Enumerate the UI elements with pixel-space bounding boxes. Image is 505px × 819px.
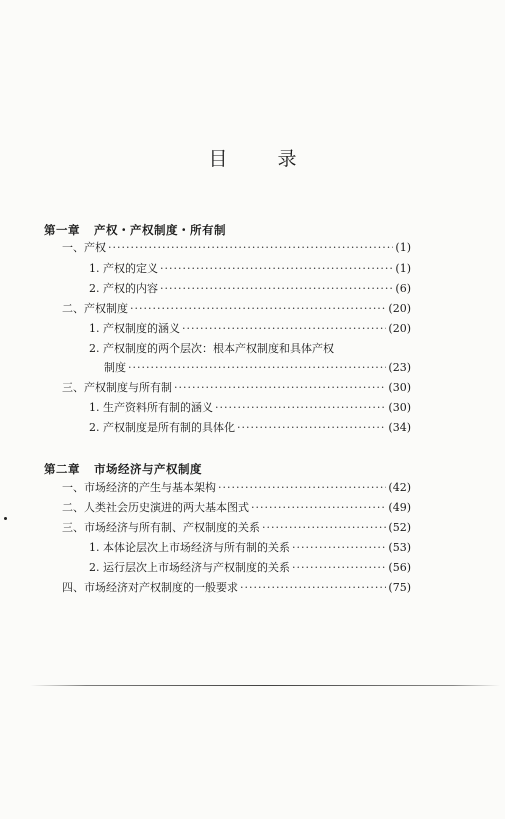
entry-label: 2. 产权制度是所有制的具体化 <box>89 421 235 434</box>
entry-label: 二、人类社会历史演进的两大基本图式 <box>62 501 249 514</box>
page-number: (30) <box>388 401 411 414</box>
page-number: (30) <box>388 381 411 394</box>
leader-dots <box>215 399 386 417</box>
page-number: (23) <box>388 361 411 374</box>
entry-label: 2. 产权的内容 <box>89 282 158 295</box>
page-number: (34) <box>388 421 411 434</box>
toc-entry[interactable] <box>89 320 411 338</box>
page-number: (1) <box>395 241 411 254</box>
toc-entry[interactable] <box>89 419 411 437</box>
leader-dots <box>160 260 393 278</box>
toc-entry[interactable] <box>62 379 411 397</box>
page-number: (53) <box>388 541 411 554</box>
entry-label: 三、产权制度与所有制 <box>62 381 172 394</box>
entry-label: 二、产权制度 <box>62 302 128 315</box>
leader-dots <box>262 519 386 537</box>
page-number: (42) <box>388 481 411 494</box>
toc-entry[interactable] <box>62 239 411 257</box>
chapter-heading[interactable] <box>44 461 202 477</box>
leader-dots <box>237 419 386 437</box>
toc-entry[interactable] <box>89 539 411 557</box>
page-number: (49) <box>388 501 411 514</box>
leader-dots <box>218 479 386 497</box>
leader-dots <box>251 499 386 517</box>
leader-dots <box>160 280 393 298</box>
leader-dots <box>174 379 386 397</box>
leader-dots <box>240 579 386 597</box>
toc-entry-continuation[interactable] <box>104 359 411 377</box>
entry-label: 四、市场经济对产权制度的一般要求 <box>62 581 238 594</box>
entry-label: 1. 本体论层次上市场经济与所有制的关系 <box>89 541 290 554</box>
entry-label: 1. 生产资料所有制的涵义 <box>89 401 213 414</box>
leader-dots <box>292 559 386 577</box>
leader-dots <box>130 300 386 318</box>
entry-label: 三、市场经济与所有制、产权制度的关系 <box>62 521 260 534</box>
entry-label: 一、市场经济的产生与基本架构 <box>62 481 216 494</box>
page-number: (20) <box>388 322 411 335</box>
entry-label: 1. 产权的定义 <box>89 262 158 275</box>
chapter-heading[interactable] <box>44 222 226 238</box>
leader-dots <box>292 539 386 557</box>
page-number: (6) <box>395 282 411 295</box>
page-number: (1) <box>395 262 411 275</box>
leader-dots <box>182 320 386 338</box>
toc-entry[interactable] <box>62 499 411 517</box>
leader-dots <box>128 359 386 377</box>
entry-label: 一、产权 <box>62 241 106 254</box>
page-number: (75) <box>388 581 411 594</box>
toc-entry[interactable] <box>62 300 411 318</box>
toc-entry[interactable] <box>62 519 411 537</box>
chapter-title: 产权・产权制度・所有制 <box>94 223 226 237</box>
chapter-number: 第一章 <box>44 223 80 237</box>
scan-speck <box>4 517 7 520</box>
page-number: (52) <box>388 521 411 534</box>
toc-entry[interactable] <box>89 399 411 417</box>
toc-entry-first-line[interactable]: 2. 产权制度的两个层次：根本产权制度和具体产权 <box>89 342 334 355</box>
page-bottom-rule <box>30 685 500 686</box>
page-number: (56) <box>388 561 411 574</box>
entry-label: 1. 产权制度的涵义 <box>89 322 180 335</box>
entry-label: 2. 运行层次上市场经济与产权制度的关系 <box>89 561 290 574</box>
toc-entry[interactable] <box>89 260 411 278</box>
toc-entry[interactable] <box>62 479 411 497</box>
page-title: 目 录 <box>208 148 319 170</box>
page-number: (20) <box>388 302 411 315</box>
chapter-title: 市场经济与产权制度 <box>94 462 202 476</box>
leader-dots <box>108 239 393 257</box>
entry-label: 制度 <box>104 361 126 374</box>
toc-entry[interactable] <box>62 579 411 597</box>
chapter-number: 第二章 <box>44 462 80 476</box>
toc-entry[interactable] <box>89 280 411 298</box>
toc-entry[interactable] <box>89 559 411 577</box>
